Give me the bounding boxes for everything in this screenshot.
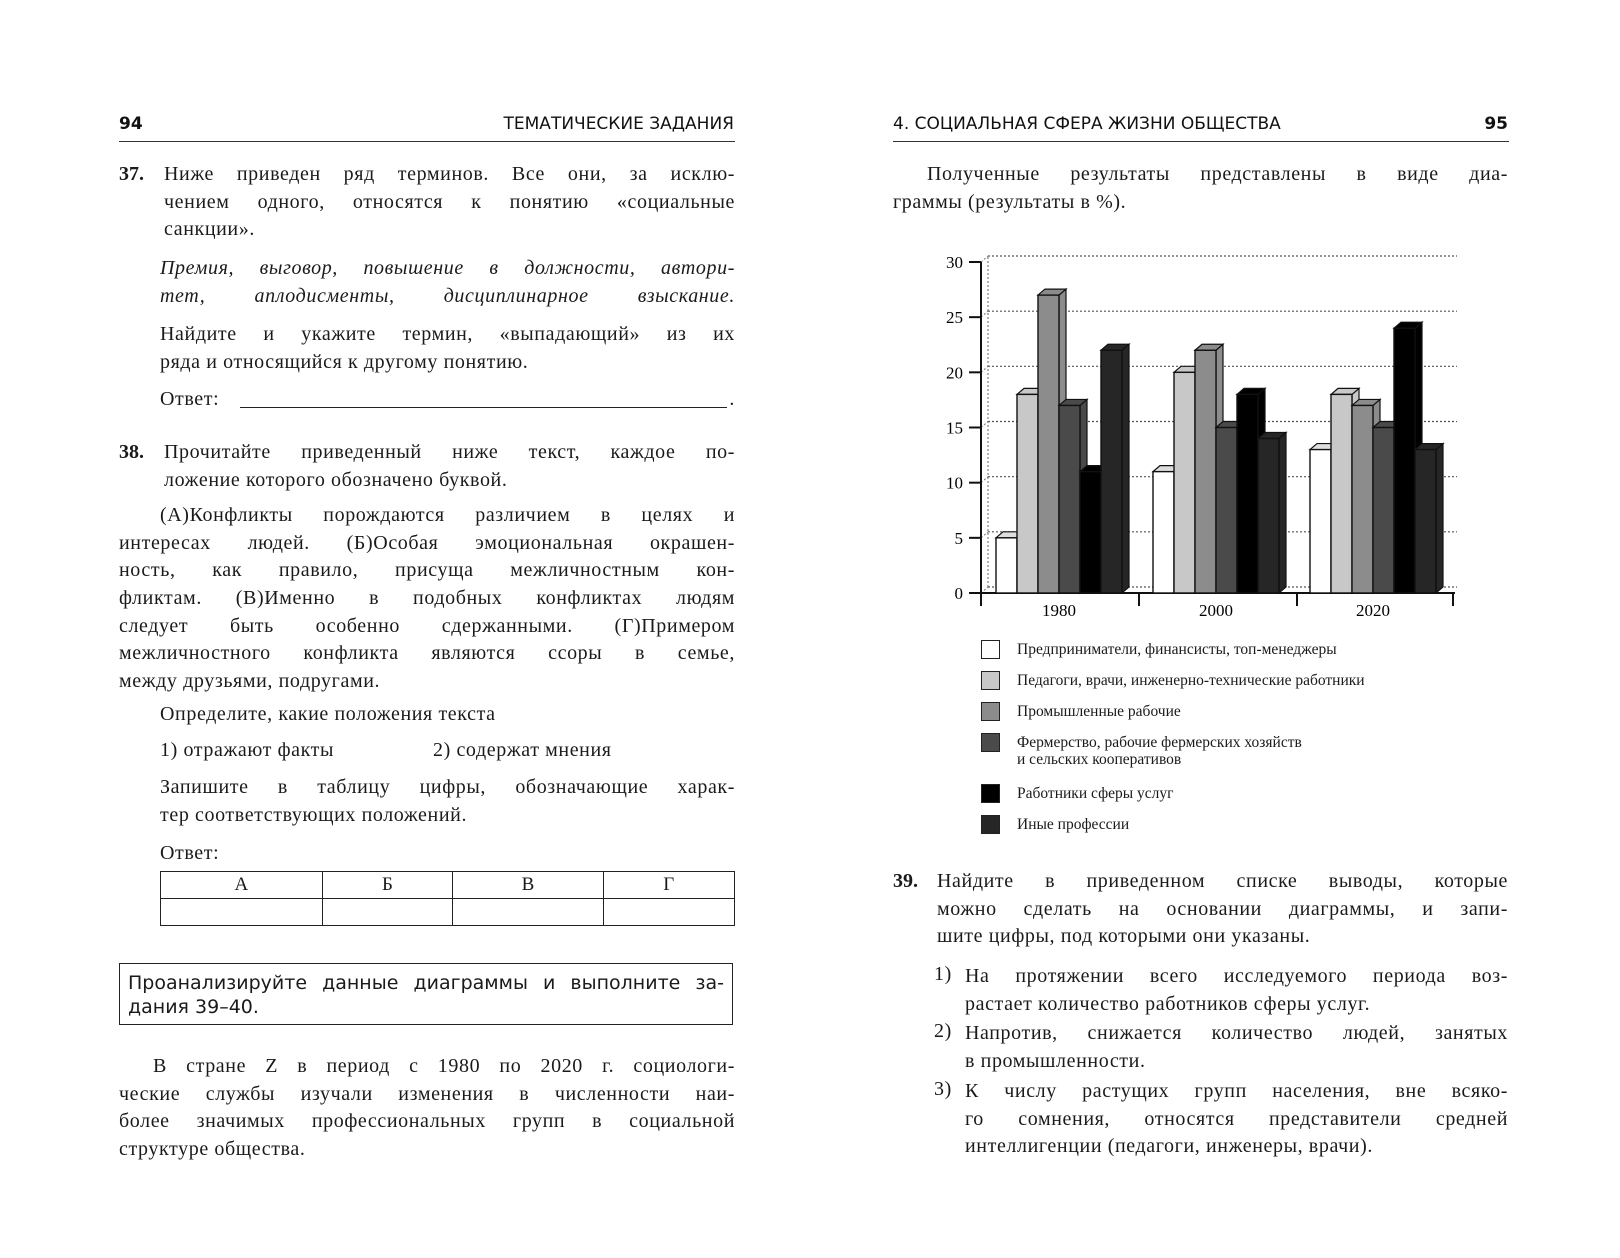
text-line: чением одного, относятся к понятию «социальные [164, 190, 735, 213]
results-intro [893, 161, 1508, 216]
answer-table-header-b: Б [322, 872, 453, 899]
page-number-left: 94 [119, 114, 143, 134]
text-line: ческие службы изучали изменения в численности наи- [119, 1082, 735, 1105]
running-head-right: 4. СОЦИАЛЬНАЯ СФЕРА ЖИЗНИ ОБЩЕСТВА [893, 114, 1281, 134]
answer-table-header-g: Г [603, 872, 734, 899]
option-facts: 1) отражают факты [160, 739, 335, 761]
bar-chart [893, 240, 1508, 620]
text-line: Напротив, снижается количество людей, занятых [965, 1022, 1508, 1044]
legend-label: Педагоги, врачи, инженерно-технические работники [1017, 672, 1365, 689]
running-head-left: ТЕМАТИЧЕСКИЕ ЗАДАНИЯ [503, 114, 734, 134]
bar-side [1279, 433, 1286, 593]
text-line: ряда и относящийся к другому понятию. [160, 350, 529, 373]
item-2-number: 2) [934, 1020, 952, 1042]
x-tick-label: 1980 [1042, 601, 1076, 620]
text-line: Проанализируйте данные диаграммы и выполните за- [128, 972, 724, 994]
task-instruction-box [119, 963, 733, 1025]
answer-table [160, 871, 735, 926]
bar-2000-3 [1216, 428, 1237, 594]
question-38-write [160, 774, 735, 829]
gridline-side [981, 256, 988, 262]
legend-swatch [981, 784, 1000, 803]
text-line: го сомнения, относятся представители средней [965, 1107, 1508, 1130]
answer-cell-b[interactable] [322, 899, 453, 926]
y-tick-label: 30 [946, 253, 963, 272]
x-tick-label: 2000 [1199, 601, 1233, 620]
text-line: более значимых профессиональных групп в социальной [119, 1110, 735, 1133]
bar-2000-1 [1174, 372, 1195, 593]
bar-2020-1 [1331, 394, 1352, 593]
bar-1980-1 [1017, 394, 1038, 593]
answer-cell-a[interactable] [161, 899, 323, 926]
gridline-side [981, 477, 988, 483]
question-number-38: 38. [119, 441, 144, 463]
bar-side [1436, 444, 1443, 593]
question-37-answer-row [160, 386, 735, 414]
question-38-passage [119, 502, 735, 696]
text-line: тер соответствующих положений. [160, 803, 468, 826]
bar-2020-0 [1310, 450, 1331, 593]
answer-cell-g[interactable] [603, 899, 734, 926]
text-line: тет, аплодисменты, дисциплинарное взыскание. [160, 284, 735, 307]
header-rule-right [893, 141, 1509, 142]
answer-label: Ответ: [160, 388, 220, 410]
text-line: К числу растущих групп населения, вне всяко- [965, 1080, 1508, 1102]
text-line: санкции». [164, 218, 255, 241]
text-line: интеллигенции (педагоги, инженеры, врачи). [965, 1135, 1373, 1158]
text-line: ложение которого обозначено буквой. [164, 468, 508, 491]
item-1-text [965, 963, 1508, 1018]
item-3-text [965, 1078, 1508, 1161]
bar-side [1122, 344, 1129, 593]
y-tick-label: 0 [954, 584, 963, 603]
y-tick-label: 5 [954, 528, 963, 548]
item-1-number: 1) [934, 963, 952, 985]
legend-swatch [981, 815, 1000, 834]
answer-table-header-a: А [161, 872, 323, 899]
text-line: Прочитайте приведенный ниже текст, каждое по- [164, 441, 735, 463]
answer-table-header-v: В [453, 872, 603, 899]
bar-2000-0 [1153, 472, 1174, 593]
y-tick-label: 20 [946, 363, 963, 383]
gridline-side [981, 311, 988, 317]
bar-2000-4 [1237, 394, 1258, 593]
question-37-text [164, 161, 735, 244]
text-line: между друзьями, подругами. [119, 670, 381, 693]
bar-2020-4 [1394, 328, 1415, 593]
text-line: интересах людей. (Б)Особая эмоциональная окрашен- [119, 531, 735, 554]
question-37-terms [160, 255, 735, 310]
text-line: фликтам. (В)Именно в подобных конфликтах людям [119, 587, 735, 610]
legend-swatch [981, 671, 1000, 690]
bar-1980-4 [1080, 472, 1101, 593]
text-line: можно сделать на основании диаграммы, и запи- [937, 897, 1508, 920]
y-tick-label: 15 [946, 418, 963, 438]
legend-label: Иные профессии [1017, 816, 1130, 833]
bar-2000-5 [1258, 439, 1279, 593]
text-line: (А)Конфликты порождаются различием в целях и [160, 504, 735, 526]
text-line: граммы (результаты в %). [893, 190, 1127, 213]
text-line: В стране Z в период с 1980 по 2020 г. социологи- [153, 1055, 735, 1077]
page-number-right: 95 [1484, 114, 1508, 134]
bar-2020-2 [1352, 405, 1373, 593]
question-38-answer-label: Ответ: [160, 842, 220, 864]
question-37-instruction [160, 321, 735, 376]
answer-period: . [729, 388, 735, 410]
item-3-number: 3) [934, 1078, 952, 1100]
header-rule-left [119, 141, 735, 142]
text-line: следует быть особенно сдержанными. (Г)Примером [119, 614, 735, 637]
item-2-text [965, 1020, 1508, 1075]
text-line: Запишите в таблицу цифры, обозначающие харак- [160, 776, 735, 798]
text-line: межличностного конфликта являются ссоры в семье, [119, 642, 735, 665]
legend-swatch [981, 702, 1000, 721]
text-line: Ниже приведен ряд терминов. Все они, за исклю- [164, 163, 735, 185]
text-line: Найдите и укажите термин, «выпадающий» из их [160, 323, 735, 345]
text-line: шите цифры, под которыми они указаны. [937, 925, 1311, 948]
legend-label: Фермерство, рабочие фермерских хозяйств и сельских кооперативов [1017, 734, 1302, 768]
gridline-side [981, 532, 988, 538]
gridline-side [981, 366, 988, 372]
text-line: Полученные результаты представлены в виде диа- [927, 163, 1508, 185]
legend-label: Предприниматели, финансисты, топ-менеджеры [1017, 641, 1337, 658]
text-line: ность, как правило, присуща межличностным кон- [119, 559, 735, 582]
legend-swatch [981, 640, 1000, 659]
text-line: На протяжении всего исследуемого периода воз- [965, 965, 1508, 987]
bar-1980-2 [1038, 295, 1059, 593]
option-opinions: 2) содержат мнения [433, 739, 612, 761]
question-number-39: 39. [893, 870, 918, 892]
text-line: растает количество работников сферы услуг. [965, 992, 1371, 1015]
legend-label: Работники сферы услуг [1017, 785, 1174, 802]
y-tick-label: 10 [946, 473, 963, 493]
study-intro [119, 1053, 735, 1164]
answer-line[interactable] [240, 407, 727, 408]
question-38-text [164, 439, 735, 494]
legend-swatch [981, 733, 1000, 752]
question-39-text [937, 868, 1508, 951]
bar-1980-5 [1101, 350, 1122, 593]
text-line: дания 39–40. [128, 996, 259, 1018]
bar-2020-3 [1373, 428, 1394, 594]
bar-1980-0 [996, 538, 1017, 593]
bar-1980-3 [1059, 405, 1080, 593]
bar-2020-5 [1415, 450, 1436, 593]
text-line: структуре общества. [119, 1138, 306, 1161]
question-number-37: 37. [119, 163, 144, 185]
text-line: Премия, выговор, повышение в должности, автори- [160, 257, 735, 279]
text-line: Найдите в приведенном списке выводы, которые [937, 870, 1508, 892]
x-tick-label: 2020 [1356, 601, 1390, 620]
text-line: в промышленности. [965, 1049, 1146, 1072]
legend-label: Промышленные рабочие [1017, 703, 1181, 720]
question-38-determine: Определите, какие положения текста [160, 703, 496, 725]
y-tick-label: 25 [946, 308, 963, 328]
answer-cell-v[interactable] [453, 899, 603, 926]
bar-2000-2 [1195, 350, 1216, 593]
gridline-side [981, 422, 988, 428]
